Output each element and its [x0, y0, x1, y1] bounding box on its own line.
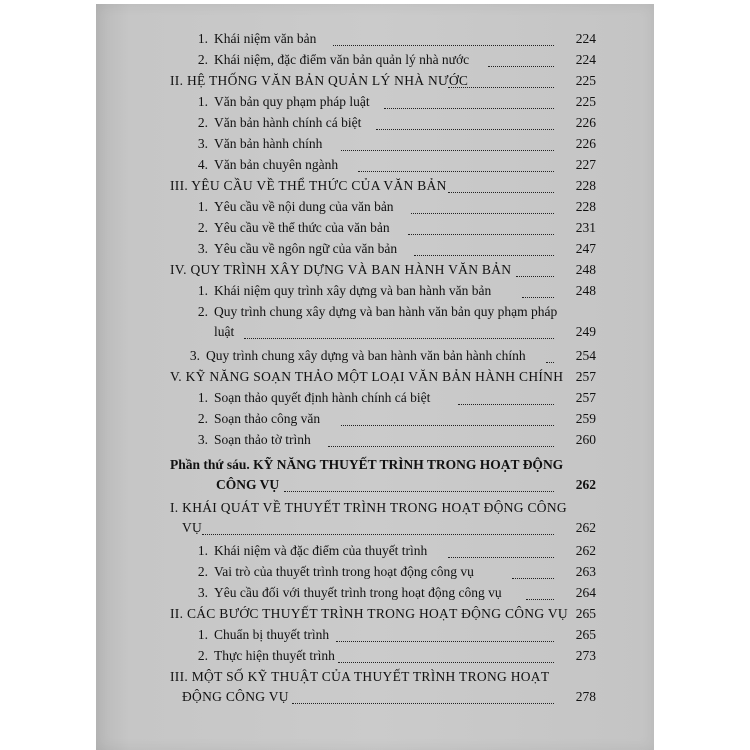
toc-entry — [96, 429, 654, 451]
toc-entry-title: IV. QUY TRÌNH XÂY DỰNG VÀ BAN HÀNH VĂN BẢN — [170, 262, 512, 277]
toc-entry-number: 2. — [197, 648, 208, 663]
toc-entry-title: Soạn thảo quyết định hành chính cá biệt — [214, 390, 431, 405]
toc-entry-title: Văn bản chuyên ngành — [214, 157, 339, 172]
toc-entry-number: 3. — [197, 585, 208, 600]
toc-entry-number: 1. — [197, 627, 208, 642]
toc-entry-title: Văn bản quy phạm pháp luật — [214, 94, 370, 109]
toc-entry-page: 249 — [575, 324, 596, 339]
toc-section-heading — [96, 366, 654, 388]
toc-entry — [96, 280, 654, 302]
toc-entry-title: Quy trình chung xây dựng và ban hành văn bản quy phạm pháp — [214, 304, 558, 319]
toc-entry-number: 3. — [197, 432, 208, 447]
toc-entry-title: Văn bản hành chính — [214, 136, 323, 151]
toc-entry-title: Soạn thảo tờ trình — [214, 432, 311, 447]
toc-entry-title: II. CÁC BƯỚC THUYẾT TRÌNH TRONG HOẠT ĐỘNG CÔNG VỤ — [170, 606, 568, 621]
toc-entry — [96, 238, 654, 260]
toc-entry-title: Thực hiện thuyết trình — [214, 648, 335, 663]
toc-entry-number: 2. — [197, 115, 208, 130]
toc-entry-title: Yêu cầu về nội dung của văn bản — [214, 199, 394, 214]
toc-entry-title: Yêu cầu về thể thức của văn bản — [214, 220, 390, 235]
toc-entry-page: 231 — [575, 220, 596, 235]
toc-entry-title: Phần thứ sáu. KỸ NĂNG THUYẾT TRÌNH TRONG HOẠT ĐỘNG — [170, 457, 564, 472]
toc-entry-title-continued: ĐỘNG CÔNG VỤ — [182, 689, 289, 704]
toc-entry — [96, 49, 654, 71]
toc-entry-title-continued: luật — [214, 324, 235, 339]
toc-section-heading — [96, 175, 654, 197]
toc-entry-title: III. YÊU CẦU VỀ THỂ THỨC CỦA VĂN BẢN — [170, 178, 447, 193]
toc-entry — [96, 387, 654, 409]
toc-entry-number: 2. — [197, 52, 208, 67]
toc-entry-title: Vai trò của thuyết trình trong hoạt động công vụ — [214, 564, 474, 579]
toc-entry-title: III. MỘT SỐ KỸ THUẬT CỦA THUYẾT TRÌNH TRONG HOẠT — [170, 669, 550, 684]
toc-entry-title-continued: CÔNG VỤ — [216, 477, 280, 492]
toc-part-heading — [96, 454, 654, 496]
toc-entry-number: 1. — [197, 390, 208, 405]
toc-entry-number: 1. — [197, 94, 208, 109]
toc-section-heading — [96, 603, 654, 625]
toc-entry-title: Yêu cầu về ngôn ngữ của văn bản — [214, 241, 398, 256]
toc-entry-page: 264 — [575, 585, 596, 600]
toc-entry-page: 224 — [575, 52, 596, 67]
toc-entry — [96, 217, 654, 239]
toc-entry-page: 226 — [575, 115, 596, 130]
toc-entry — [96, 301, 654, 343]
toc-entry-page: 247 — [575, 241, 596, 256]
toc-section-heading — [96, 70, 654, 92]
table-of-contents — [96, 4, 654, 750]
toc-entry — [96, 28, 654, 50]
toc-entry — [96, 645, 654, 667]
toc-entry-page: 273 — [575, 648, 596, 663]
toc-section-heading — [96, 259, 654, 281]
toc-entry-page: 260 — [575, 432, 596, 447]
toc-entry — [96, 624, 654, 646]
toc-entry-title: II. HỆ THỐNG VĂN BẢN QUẢN LÝ NHÀ NƯỚC — [170, 73, 469, 88]
toc-entry-page: 228 — [575, 178, 596, 193]
toc-entry-number: 2. — [197, 220, 208, 235]
toc-entry-page: 225 — [575, 94, 596, 109]
toc-entry-number: 1. — [197, 199, 208, 214]
book-page-photo — [96, 4, 654, 750]
toc-entry-number: 2. — [197, 304, 208, 319]
toc-entry-title: Khái niệm văn bản — [214, 31, 317, 46]
toc-entry — [96, 540, 654, 562]
toc-entry-number: 1. — [197, 283, 208, 298]
toc-entry-page: 265 — [575, 627, 596, 642]
toc-entry-title: Chuẩn bị thuyết trình — [214, 627, 330, 642]
toc-entry-number: 2. — [197, 564, 208, 579]
toc-entry-title-continued: VỤ — [182, 520, 203, 535]
toc-section-heading — [96, 666, 654, 708]
toc-entry-page: 263 — [575, 564, 596, 579]
toc-entry-title: I. KHÁI QUÁT VỀ THUYẾT TRÌNH TRONG HOẠT ĐỘNG CÔNG — [170, 500, 567, 515]
toc-entry-number: 4. — [197, 157, 208, 172]
toc-entry — [96, 196, 654, 218]
toc-entry-page: 257 — [575, 369, 596, 384]
toc-entry — [96, 112, 654, 134]
toc-entry-page: 262 — [575, 477, 596, 492]
toc-entry-number: 1. — [197, 543, 208, 558]
toc-entry-title: Quy trình chung xây dựng và ban hành văn bản hành chính — [206, 348, 526, 363]
toc-entry-page: 225 — [575, 73, 596, 88]
toc-entry — [96, 408, 654, 430]
toc-entry — [96, 345, 654, 367]
toc-entry-page: 262 — [575, 543, 596, 558]
toc-entry-title: Soạn thảo công văn — [214, 411, 321, 426]
toc-entry-page: 227 — [575, 157, 596, 172]
toc-entry-title: Khái niệm quy trình xây dựng và ban hành văn bản — [214, 283, 492, 298]
toc-entry-title: V. KỸ NĂNG SOẠN THẢO MỘT LOẠI VĂN BẢN HÀNH CHÍNH — [170, 369, 564, 384]
toc-entry — [96, 154, 654, 176]
toc-entry — [96, 582, 654, 604]
toc-entry-number: 2. — [197, 411, 208, 426]
toc-entry-title: Khái niệm, đặc điểm văn bản quản lý nhà nước — [214, 52, 470, 67]
toc-entry-page: 262 — [575, 520, 596, 535]
toc-entry — [96, 133, 654, 155]
toc-entry-number: 1. — [197, 31, 208, 46]
toc-entry-page: 224 — [575, 31, 596, 46]
toc-entry-title: Khái niệm và đặc điểm của thuyết trình — [214, 543, 428, 558]
toc-entry-title: Yêu cầu đối với thuyết trình trong hoạt động công vụ — [214, 585, 502, 600]
toc-entry-page: 257 — [575, 390, 596, 405]
toc-entry-title: Văn bản hành chính cá biệt — [214, 115, 362, 130]
toc-entry-page: 226 — [575, 136, 596, 151]
toc-entry-page: 254 — [575, 348, 596, 363]
toc-entry — [96, 91, 654, 113]
toc-entry-number: 3. — [197, 136, 208, 151]
toc-entry-page: 259 — [575, 411, 596, 426]
toc-entry — [96, 561, 654, 583]
toc-entry-page: 228 — [575, 199, 596, 214]
toc-entry-number: 3. — [197, 241, 208, 256]
toc-entry-number: 3. — [189, 348, 200, 363]
toc-entry-page: 265 — [575, 606, 596, 621]
toc-entry-page: 248 — [575, 262, 596, 277]
toc-entry-page: 278 — [575, 689, 596, 704]
toc-entry-page: 248 — [575, 283, 596, 298]
toc-section-heading — [96, 497, 654, 539]
